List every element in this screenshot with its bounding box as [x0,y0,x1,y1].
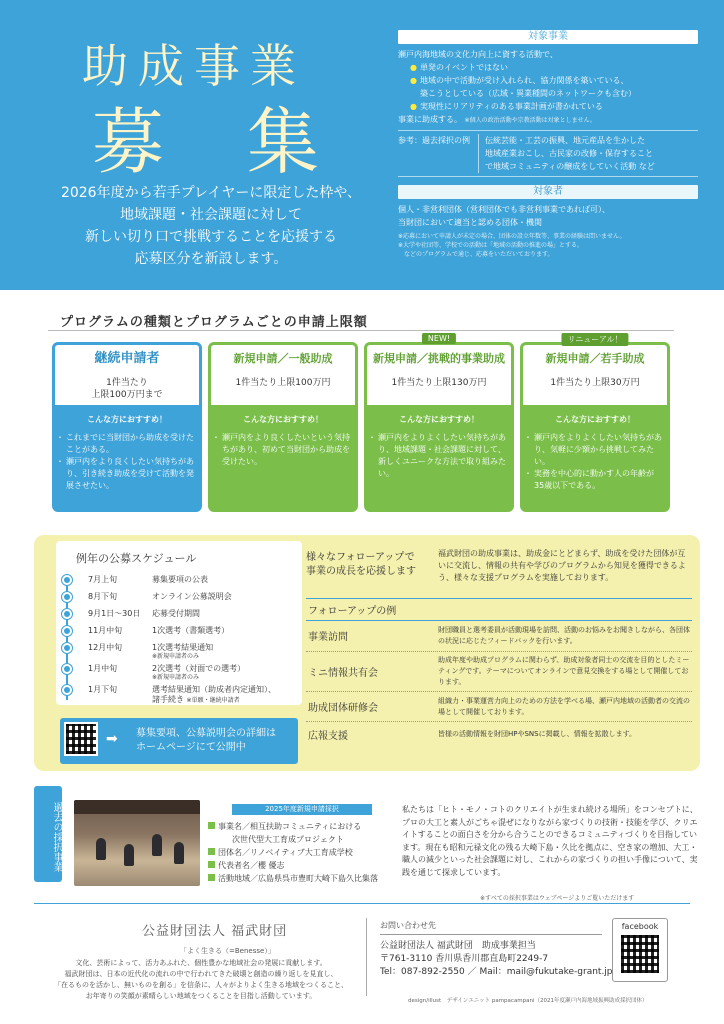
program-card-header [364,342,514,408]
program-item: ・ 瀬戸内をよりよくしたい気持ちがあり、地域課題・社会課題に対して、新しくユニークな方法で取り組みたい。 [370,432,508,480]
schedule-when: 8月下旬 [88,592,118,601]
schedule-what: オンライン公募説明会 [152,592,232,601]
applicant-note: などのプログラムで通じ、応募をいただいております。 [398,251,554,258]
followup-intro-title [306,551,434,579]
info-text: 団体名／リノベイティブ大工育成学校 [218,848,353,857]
schedule-what-text: 選考結果通知（助成者内定通知）、 [152,685,276,694]
info-line [208,820,388,833]
contact-info [380,940,613,979]
followup-heading: フォローアップの例 [306,598,692,621]
program-card-general [208,342,358,512]
org-logo: 公益財団法人 福武財団 [142,924,288,939]
timeline-dot [62,592,72,602]
renewal-badge: リニューアル！ [561,333,628,346]
followup-name: 助成団体研修会 [308,703,378,714]
followup-desc: 皆様の活動情報を財団HPやSNSに掲載し、情報を拡散します。 [438,729,637,738]
schedule-when: 9月1日〜30日 [88,609,141,618]
divider [34,903,690,904]
schedule-what: 募集要項の公表 [152,575,208,584]
followup-intro-line: 様々なフォローアップで [306,552,415,563]
followup-row [306,722,692,746]
timeline-dot [62,575,72,585]
schedule-row [62,609,200,619]
target-closing-note: ※個人の政治活動や宗教活動は対象としません。 [464,117,596,124]
arrow-right-icon: ➡ [106,731,118,747]
info-line [208,846,388,859]
contact-line: 〒761-3110 香川県香川郡直島町2249-7 [380,954,549,964]
square-bullet-icon [208,861,215,868]
info-line [208,872,388,885]
info-text: 活動地域／広島県呉市豊町大崎下島久比集落 [218,874,378,883]
followup-intro-text: 福武財団の助成事業は、助成金にとどまらず、助成を受けた団体が互いに交流し、情報の共有や学びのプログラムから知見を獲得できるよう、様々な支援プログラムを実施しております。 [438,549,686,582]
timeline-dot [62,609,72,619]
past-projects-label: 過去の採択事業 [34,786,62,882]
schedule-what-text: 2次選考（対面での選考） [152,664,246,673]
org-description [48,958,354,1002]
schedule-row [62,685,276,705]
photo-person [174,842,184,864]
programs-title: プログラムの種類とプログラムごとの申請上限額 [60,315,368,330]
applicant-line: 個人・非営利団体（営利団体でも非営利事業であれば可）、 [398,205,610,214]
contact-line: 公益財団法人 福武財団 助成事業担当 [380,941,536,951]
hero-lead [46,182,376,270]
program-item: ・ 実務を中心的に動かす人の年齢が35歳以下である。 [526,468,664,492]
website-info-line: 募集要項、公募説明会の詳細は [136,728,276,739]
program-card-challenge [364,334,514,512]
recommend-label: こんな方におすすめ！ [86,415,168,424]
program-item: ・ これまでに当財団から助成を受けたことがある。 [58,432,196,456]
program-item: ・ 瀬戸内をよりよくしたい気持ちがあり、気軽に少額から挑戦してみたい。 [526,432,664,468]
applicant-heading: 対象者 [398,185,698,199]
photo-roof [74,800,200,814]
divider [366,918,367,996]
followup-desc: 組織力・事業運営力向上のための方法を学べる場、瀬戸内地域の活動者の交流の場として開催しております。 [438,696,690,716]
past-examples [398,130,698,177]
schedule-what [152,685,276,705]
program-limit: 1件当たり上限100万円 [235,378,331,388]
schedule-note: ※新規申請者のみ [152,653,200,660]
schedule-row [62,643,213,661]
past-examples-line: 伝統芸能・工芸の振興、地元産品を生かした [485,136,645,145]
program-limit: 1件当たり上限130万円 [391,378,487,388]
followup-row [306,652,692,692]
website-info-text [136,727,276,755]
facebook-link[interactable] [612,918,668,982]
hero-lead-line: 地域課題・社会課題に対して [120,207,302,223]
target-bullet-cont: 築こうとしている（広域・異業種間のネットワークも含む） [420,89,636,98]
org-description-line: お年寄りの笑顔が素晴らしい地域をつくることを目指し活動しています。 [85,992,317,1000]
past-project-tag: 2025年度新規申請採択 [232,804,372,815]
photo-person [96,838,106,860]
hero-big-title: 募 集 [92,100,349,184]
hero-banner [0,0,724,290]
schedule-what [152,643,213,661]
project-photo [74,800,200,886]
program-card-header [208,342,358,408]
schedule-what: 応募受付期間 [152,609,200,618]
program-card-young [520,335,670,512]
hero-lead-line: 新しい切り口で挑戦することを応援する [85,229,337,245]
program-limit: 1件当たり [106,378,148,388]
facebook-label: facebook [621,922,659,931]
recommend-label: こんな方におすすめ！ [398,415,480,424]
followup-desc: 助成年度や助成プログラムに関わらず、助成対象者同士の交流を目的としたミーティングです。テーマについてオンラインで意見交換をする場として開催しております。 [438,656,690,686]
past-examples-line: 地域産業おこし、古民家の改修・保存すること [485,149,653,158]
divider [48,330,674,331]
divider [380,934,602,935]
program-card-body [520,408,670,512]
schedule-note: ※単願・継続申請者 [186,697,240,704]
schedule-when: 11月中旬 [88,626,123,635]
info-line: 次世代型大工育成プロジェクト [208,835,344,844]
program-name: 新規申請／若手助成 [545,352,645,365]
schedule-what: 1次選考（書類選考） [152,626,230,635]
info-text: 事業名／相互扶助コミュニティにおける [218,822,362,831]
timeline-dot [62,664,72,674]
program-cards [52,334,674,512]
program-card-body [364,408,514,512]
new-badge: NEW! [422,333,456,344]
program-name: 新規申請／一般助成 [233,352,333,365]
org-description-line: 文化、芸術によって、活力あふれた、個性豊かな地域社会の発展に貢献します。 [75,959,327,967]
schedule-title: 例年の公募スケジュール [76,552,197,565]
schedule-note: ※新規申請者のみ [152,674,200,681]
org-description-line: 「在るものを活かし、無いものを創る」を信条に、人々がよりよく生きる地域をつくること、 [54,981,348,989]
followup-row [306,620,692,652]
schedule-row [62,626,229,636]
website-info-link[interactable] [60,718,298,764]
program-limit: 上限100万円まで [91,390,163,400]
followup-desc: 財団職員と選考委員が活動現場を訪問、活動のお悩みをお聞きしながら、各団体の状況に応じたフィードバックを行います。 [438,625,690,645]
target-closing [398,113,698,126]
schedule-row [62,664,245,682]
past-project-description: 私たちは「ヒト・モノ・コトのクリエイトが生まれ続ける場所」をコンセプトに、プロの大工と素人がごちゃ混ぜになりながら家づくりの技術・技能を学び、クリエイトすることの面白さを分から合うことのできるコミュニティづくりを目指しています。現在も昭和元禄文化の残る大崎下島・久比を拠点に、空き家の増加、大工・職人の減少といった社会課題に対し、これからの家づくりの担い手像について、実践を通じて探求しています。 [402,805,698,877]
past-examples-text [478,134,698,173]
timeline-dot [62,626,72,636]
program-name: 継続申請者 [94,351,160,366]
applicant-note: ※応募において申請人が未定の場合、団体の設立年数等、事業の経験は問いません。 [398,233,626,240]
followup-intro-line: 事業の成長を応援します [306,566,416,577]
applicant-notes [398,232,698,259]
schedule-what-text: 1次選考結果通知 [152,643,214,652]
qr-code-icon [621,935,659,973]
recommend-label: こんな方におすすめ！ [242,415,324,424]
applicant-line: 当財団において適当と認める団体・機関 [398,218,542,227]
hero-lead-line: 応募区分を新設します。 [134,251,288,267]
schedule-what-text: 諸手続き [152,695,184,704]
design-credit: design/illust デザインユニット pampacampani（2021年度瀬戸内海地域振興助成採択団体） [408,998,648,1004]
past-examples-line: で地域コミュニティの醸成をしていく活動 など [485,162,655,171]
schedule-when: 12月中旬 [88,643,123,652]
schedule-when: 1月下旬 [88,685,118,694]
hero-title: 助成事業 [82,39,306,93]
square-bullet-icon [208,874,215,881]
program-card-header [520,342,670,408]
followup-name: 広報支援 [308,730,348,742]
recommend-label: こんな方におすすめ！ [554,415,636,424]
program-item: ・ 瀬戸内をより良くしたい気持ちがあり、引き続き助成を受けて活動を発展させたい。 [58,456,196,492]
org-description-line: 福武財団は、日本の近代化の流れの中で行われてきた破壊と創造の繰り返しを見直し、 [64,970,338,978]
program-card-header [52,342,202,408]
target-heading: 対象事業 [398,30,698,44]
schedule-what [152,664,245,682]
program-item: ・ 瀬戸内をより良くしたいという気持ちがあり、初めて当財団から助成を受けたい。 [214,432,352,468]
timeline-dot [62,643,72,653]
followup-row [306,692,692,722]
website-info-line: ホームページにて公開中 [136,742,246,753]
program-card-body [208,408,358,512]
applicant-note: ※大学や社団等、学校での活動は「地域の活動の推進の場」とする。 [398,242,584,249]
past-project-info [208,820,388,885]
target-bullet: ● 単発のイベントではない [398,61,698,74]
schedule-row [62,575,208,585]
program-limit: 1件当たり上限30万円 [550,378,640,388]
square-bullet-icon [208,822,215,829]
org-motto: 「よく生きる（=Benesse）」 [180,947,275,955]
info-line [208,859,388,872]
target-bullet: ● 実現性にリアリティのある事業計画が書かれている [398,100,698,113]
schedule-when: 7月上旬 [88,575,118,584]
contact-email-line[interactable]: Tel：087-892-2550 ／ Mail：mail@fukutake-grant.jp [380,967,613,977]
past-project-note: ※すべての採択事業はウェブページよりご覧いただけます [480,895,635,902]
qr-code-icon [64,722,98,756]
schedule-row [62,592,232,602]
contact-heading: お問い合わせ先 [380,921,436,930]
timeline-dot [62,685,72,695]
target-closing-text: 事業に助成する。 [398,115,462,124]
target-bullet: ● 地域の中で活動が受け入れられ、協力関係を築いている、 [398,74,698,87]
photo-person [152,834,162,856]
followup-name: ミニ情報共有会 [308,668,378,679]
eligibility-panel [398,30,698,259]
hero-lead-line: 2026年度から若手プレイヤーに限定した枠や、 [60,185,362,201]
square-bullet-icon [208,848,215,855]
program-card-continuing [52,342,202,512]
program-name: 新規申請／挑戦的事業助成 [373,352,505,365]
info-text: 代表者名／櫻 優志 [218,861,285,870]
target-intro: 瀬戸内海地域の文化力向上に資する活動で、 [398,50,558,59]
program-card-body [52,408,202,512]
schedule-when: 1月中旬 [88,664,118,673]
past-examples-label: 参考：過去採択の例 [398,136,470,145]
followup-name: 事業訪問 [308,632,348,643]
photo-person [124,844,134,866]
